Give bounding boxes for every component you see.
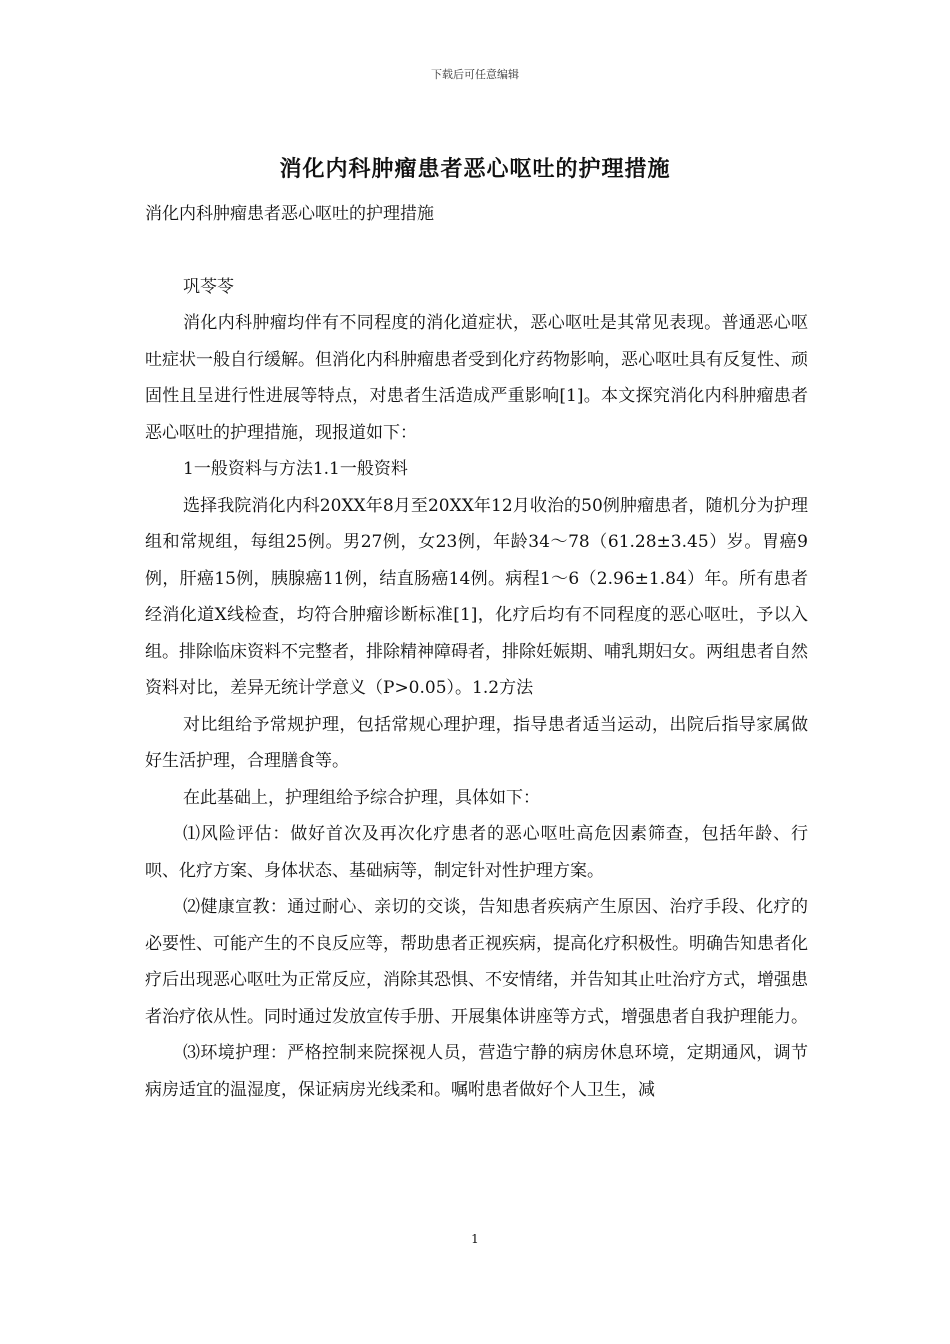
paragraph-environment-care: ⑶环境护理：严格控制来院探视人员，营造宁静的病房休息环境，定期通风，调节病房适宜的温湿度，保证病房光线柔和。嘱咐患者做好个人卫生，减 bbox=[145, 1043, 808, 1100]
paragraph-risk-assessment: ⑴风险评估：做好首次及再次化疗患者的恶心呕吐高危因素筛查，包括年龄、行呗、化疗方案、身体状态、基础病等，制定针对性护理方案。 bbox=[145, 824, 808, 881]
paragraph-health-education: ⑵健康宣教：通过耐心、亲切的交谈，告知患者疾病产生原因、治疗手段、化疗的必要性、可能产生的不良反应等，帮助患者正视疾病，提高化疗积极性。明确告知患者化疗后出现恶心呕吐为正常反应，消除其恐惧、不安情绪，并告知其止吐治疗方式，增强患者治疗依从性。同时通过发放宣传手册、开展集体讲座等方式，增强患者自我护理能力。 bbox=[145, 897, 808, 1027]
paragraph-intro: 消化内科肿瘤均伴有不同程度的消化道症状，恶心呕吐是其常见表现。普通恶心呕吐症状一般自行缓解。但消化内科肿瘤患者受到化疗药物影响，恶心呕吐具有反复性、顽固性且呈进行性进展等特点，对患者生活造成严重影响[1]。本文探究消化内科肿瘤患者恶心呕吐的护理措施，现报道如下： bbox=[145, 313, 808, 443]
page-header: 下载后可任意编辑 bbox=[431, 68, 519, 81]
document-title: 消化内科肿瘤患者恶心呕吐的护理措施 bbox=[279, 156, 671, 182]
paragraph-general-data: 选择我院消化内科20XX年8月至20XX年12月收治的50例肿瘤患者，随机分为护理组和常规组，每组25例。男27例，女23例，年龄34～78（61.28±3.45）岁。胃癌9例，肝癌15例，胰腺癌11例，结直肠癌14例。病程1～6（2.96±1.84）年。所有患者经消化道X线检查，均符合肿瘤诊断标准[1]，化疗后均有不同程度的恶心呕吐，予以入组。排除临床资料不完整者，排除精神障碍者，排除妊娠期、哺乳期妇女。两组患者自然资料对比，差异无统计学意义（P>0.05）。1.2方法 bbox=[145, 495, 808, 698]
document-body bbox=[145, 196, 808, 1108]
subtitle: 消化内科肿瘤患者恶心呕吐的护理措施 bbox=[145, 204, 434, 224]
paragraph-control-group: 对比组给予常规护理，包括常规心理护理，指导患者适当运动，出院后指导家属做好生活护理，合理膳食等。 bbox=[145, 714, 808, 771]
paragraph-nursing-group: 在此基础上，护理组给予综合护理，具体如下： bbox=[183, 787, 540, 808]
blank-line bbox=[145, 233, 808, 269]
author-name: 巩苓苓 bbox=[183, 276, 234, 297]
page-number: 1 bbox=[471, 1232, 479, 1246]
section-heading-general-data: 1一般资料与方法1.1一般资料 bbox=[183, 459, 408, 479]
